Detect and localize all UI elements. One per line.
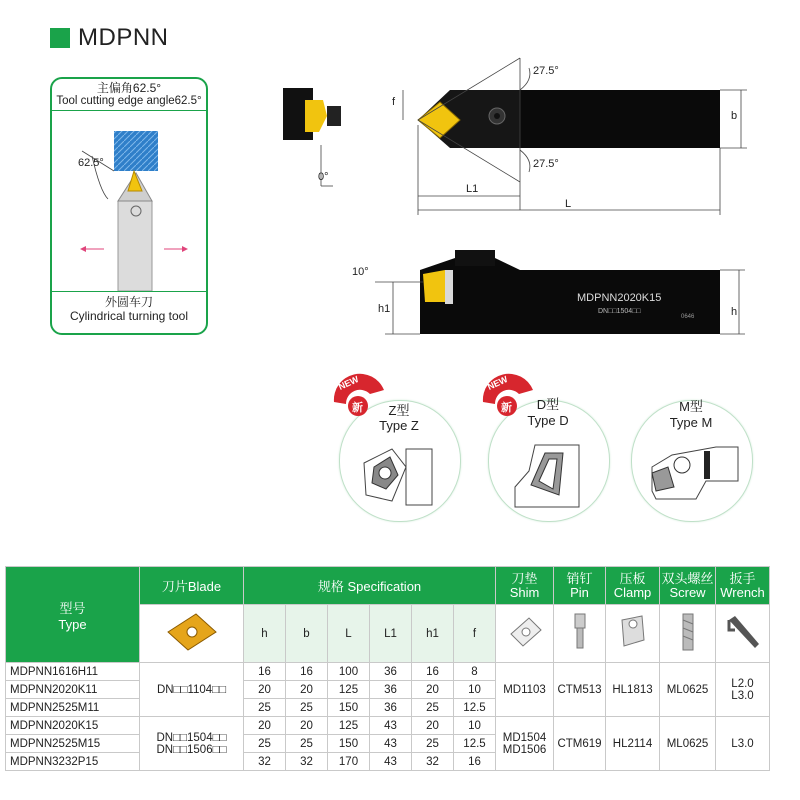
spec-cell: 25	[412, 699, 454, 717]
spec-cell: 25	[244, 735, 286, 753]
spec-cell: 125	[328, 717, 370, 735]
spec-cell: 25	[244, 699, 286, 717]
col-f: f	[454, 605, 496, 663]
type-cell: MDPNN1616H11	[6, 663, 140, 681]
spec-cell: 150	[328, 699, 370, 717]
spec-cell: 100	[328, 663, 370, 681]
screw-header: 双头螺丝 Screw	[660, 567, 716, 605]
f-dim-label: f	[392, 96, 396, 108]
body-code: 0646	[681, 314, 695, 320]
side-view-drawing	[345, 240, 755, 340]
shim-cell-g2: MD1504 MD1506	[496, 717, 554, 771]
bottom-angle-label: 27.5°	[533, 158, 559, 170]
wrench-cell-g1: L2.0 L3.0	[716, 663, 770, 717]
spec-cell: 16	[286, 663, 328, 681]
h1-dim-label: h1	[378, 303, 391, 315]
b-dim-label: b	[731, 110, 738, 122]
spec-cell: 36	[370, 663, 412, 681]
spec-cell: 25	[412, 735, 454, 753]
type-header-en: Type	[58, 616, 87, 632]
spec-cell: 20	[412, 717, 454, 735]
new-tag-d-cn: 新	[501, 402, 512, 414]
clamp-cell-g2: HL2114	[606, 717, 660, 771]
type-z-en: Type Z	[379, 418, 419, 433]
pin-icon	[554, 605, 606, 663]
caption-cn: 外圆车刀	[104, 295, 153, 309]
spec-cell: 43	[370, 753, 412, 771]
title-marker	[50, 28, 70, 48]
col-l: L	[328, 605, 370, 663]
angle-value-label: 62.5°	[78, 157, 104, 169]
col-h1: h1	[412, 605, 454, 663]
top-angle-label: 27.5°	[533, 65, 559, 77]
spec-cell: 20	[286, 717, 328, 735]
type-m-diagram	[646, 441, 742, 501]
spec-cell: 36	[370, 681, 412, 699]
clamp-header: 压板 Clamp	[606, 567, 660, 605]
col-l1: L1	[370, 605, 412, 663]
new-tag-z-text: NEW	[336, 374, 361, 392]
type-z-diagram	[352, 443, 448, 513]
col-h: h	[244, 605, 286, 663]
blade-cell-g1: DN□□1104□□	[140, 663, 244, 717]
col-b: b	[286, 605, 328, 663]
clamp-icon	[606, 605, 660, 663]
spec-cell: 36	[370, 699, 412, 717]
page-title: MDPNN	[78, 24, 169, 51]
spec-cell: 16	[412, 663, 454, 681]
l1-dim-label: L1	[466, 183, 479, 195]
spec-cell: 125	[328, 681, 370, 699]
spec-cell: 150	[328, 735, 370, 753]
spec-cell: 10	[454, 717, 496, 735]
screw-cell-g1: ML0625	[660, 663, 716, 717]
spec-cell: 12.5	[454, 735, 496, 753]
type-header	[6, 567, 140, 663]
body-small-marking: DN□□1504□□	[598, 308, 641, 315]
l-dim-label: L	[565, 198, 572, 210]
type-cell: MDPNN2525M11	[6, 699, 140, 717]
new-tag-d-text: NEW	[485, 374, 510, 392]
shim-icon	[496, 605, 554, 663]
h-dim-label: h	[731, 306, 738, 318]
type-header-cn: 型号	[59, 600, 86, 616]
spec-cell: 20	[286, 681, 328, 699]
spec-cell: 8	[454, 663, 496, 681]
blade-header: 刀片Blade	[140, 567, 244, 605]
spec-cell: 170	[328, 753, 370, 771]
spec-cell: 43	[370, 717, 412, 735]
spec-cell: 16	[244, 663, 286, 681]
body-marking: MDPNN2020K15	[577, 292, 662, 304]
type-d-diagram	[501, 437, 597, 513]
type-cell: MDPNN3232P15	[6, 753, 140, 771]
wrench-header: 扳手 Wrench	[716, 567, 770, 605]
type-cell: MDPNN2525M15	[6, 735, 140, 753]
shim-cell-g1: MD1103	[496, 663, 554, 717]
spec-cell: 25	[286, 735, 328, 753]
cutting-angle-panel	[50, 77, 208, 335]
top-view-drawing	[275, 50, 755, 220]
spec-table	[5, 566, 770, 771]
spec-cell: 32	[286, 753, 328, 771]
type-d-en: Type D	[527, 413, 569, 428]
pin-cell-g2: CTM619	[554, 717, 606, 771]
spec-header: 规格 Specification	[244, 567, 496, 605]
blade-insert-icon	[140, 605, 244, 663]
blade-cell-g2: DN□□1504□□ DN□□1506□□	[140, 717, 244, 771]
spec-cell: 10	[454, 681, 496, 699]
type-cell: MDPNN2020K11	[6, 681, 140, 699]
wrench-icon	[716, 605, 770, 663]
zero-angle-label: 0°	[318, 171, 329, 183]
type-z-cn: Z型	[388, 403, 410, 418]
type-m-en: Type M	[669, 415, 713, 430]
screw-cell-g2: ML0625	[660, 717, 716, 771]
shim-header: 刀垫 Shim	[496, 567, 554, 605]
type-m-cn: M型	[679, 399, 703, 414]
new-tag-z-cn: 新	[352, 402, 363, 414]
clamp-cell-g1: HL1813	[606, 663, 660, 717]
spec-cell: 32	[412, 753, 454, 771]
spec-cell: 20	[412, 681, 454, 699]
angle-cn-label: 主偏角62.5°	[96, 81, 162, 95]
spec-cell: 16	[454, 753, 496, 771]
spec-cell: 43	[370, 735, 412, 753]
spec-cell: 20	[244, 681, 286, 699]
spec-cell: 20	[244, 717, 286, 735]
type-d-cn: D型	[536, 397, 560, 412]
caption-en: Cylindrical turning tool	[69, 309, 189, 323]
spec-cell: 25	[286, 699, 328, 717]
pin-cell-g1: CTM513	[554, 663, 606, 717]
angle-en-label: Tool cutting edge angle62.5°	[56, 95, 202, 107]
screw-icon	[660, 605, 716, 663]
side-angle-label: 10°	[352, 266, 369, 278]
pin-header: 销钉 Pin	[554, 567, 606, 605]
wrench-cell-g2: L3.0	[716, 717, 770, 771]
turning-tool-illustration	[52, 111, 206, 291]
spec-cell: 32	[244, 753, 286, 771]
type-cell: MDPNN2020K15	[6, 717, 140, 735]
spec-cell: 12.5	[454, 699, 496, 717]
